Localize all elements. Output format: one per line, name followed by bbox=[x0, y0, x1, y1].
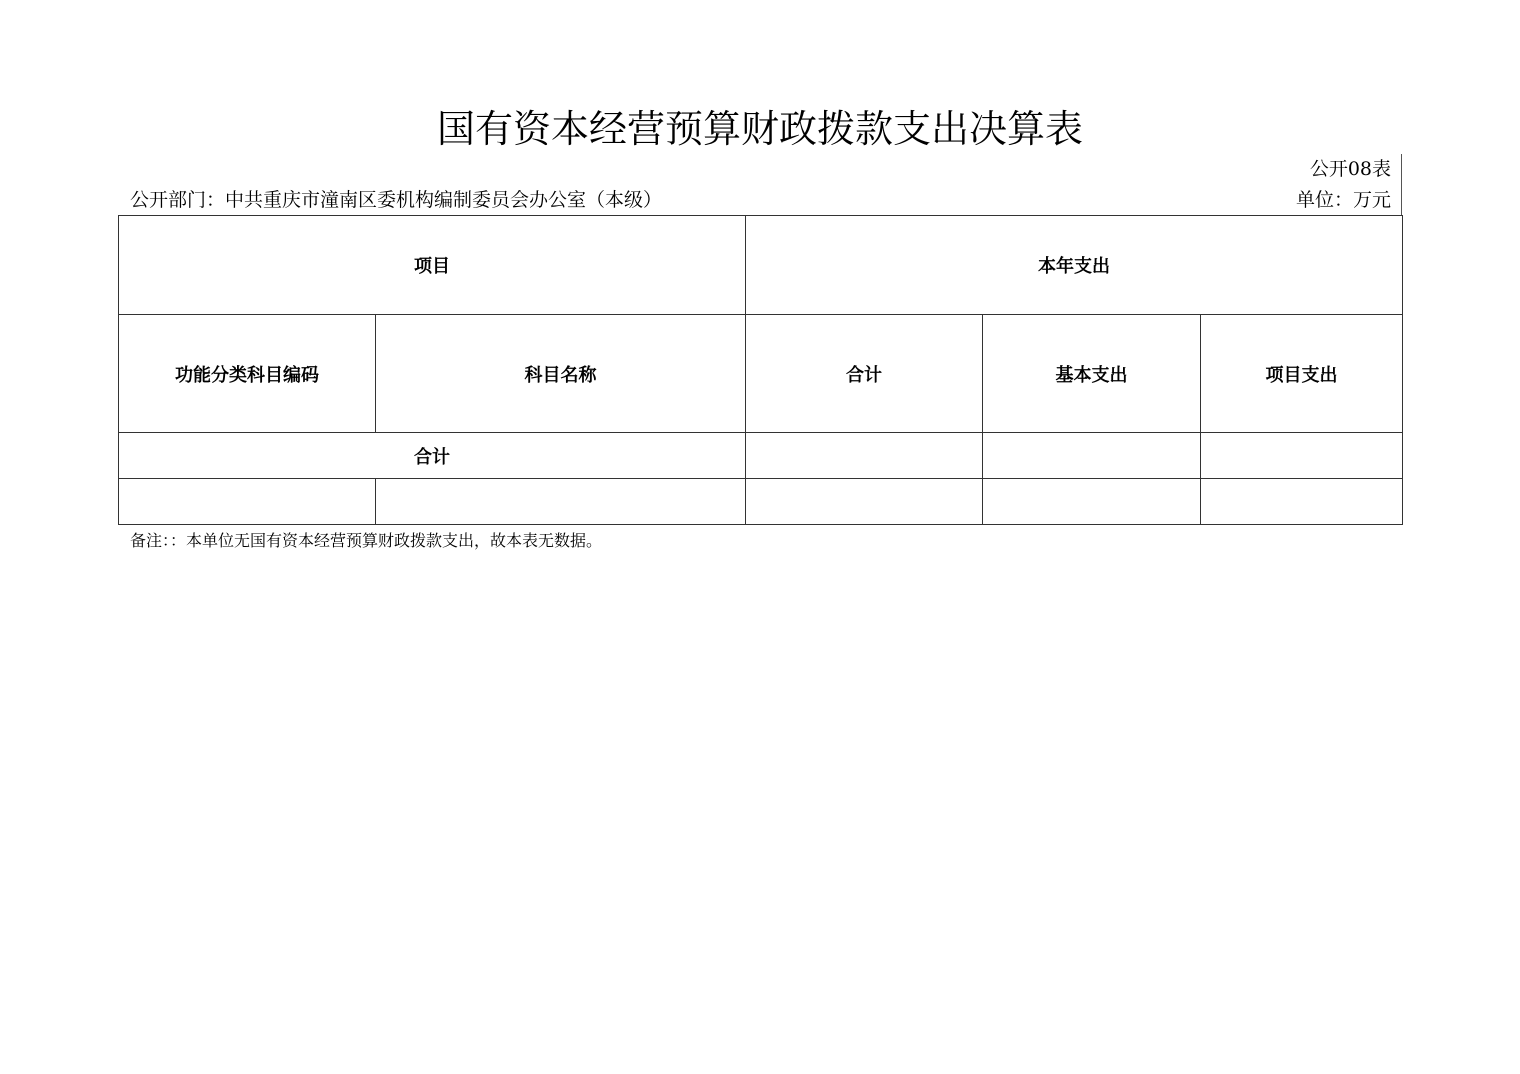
table-row bbox=[119, 479, 1403, 525]
total-cell bbox=[983, 433, 1201, 479]
footnote: 备注：：本单位无国有资本经营预算财政拨款支出，故本表无数据。 bbox=[130, 531, 603, 550]
total-row bbox=[119, 433, 1403, 479]
total-cell bbox=[1201, 433, 1403, 479]
header-divider bbox=[1401, 154, 1402, 216]
page-title: 国有资本经营预算财政拨款支出决算表 bbox=[436, 107, 1083, 151]
unit-label: 单位：万元 bbox=[1295, 189, 1391, 211]
header-project: 项目 bbox=[119, 216, 746, 315]
total-cell bbox=[746, 433, 983, 479]
column-header-function-code: 功能分类科目编码 bbox=[119, 315, 376, 433]
table-number: 公开08表 bbox=[1309, 158, 1391, 180]
header-row-2 bbox=[119, 315, 1403, 433]
table-cell bbox=[376, 479, 746, 525]
column-header-basic-expenditure: 基本支出 bbox=[983, 315, 1201, 433]
table-cell bbox=[746, 479, 983, 525]
table-cell bbox=[119, 479, 376, 525]
department-label: 公开部门：中共重庆市潼南区委机构编制委员会办公室（本级） bbox=[130, 189, 663, 211]
column-header-total: 合计 bbox=[746, 315, 983, 433]
column-header-project-expenditure: 项目支出 bbox=[1201, 315, 1403, 433]
total-label: 合计 bbox=[119, 433, 746, 479]
table-cell bbox=[983, 479, 1201, 525]
column-header-subject-name: 科目名称 bbox=[376, 315, 746, 433]
table-cell bbox=[1201, 479, 1403, 525]
header-row-1 bbox=[119, 216, 1403, 315]
expenditure-table bbox=[118, 215, 1403, 525]
header-current-year-expenditure: 本年支出 bbox=[746, 216, 1403, 315]
